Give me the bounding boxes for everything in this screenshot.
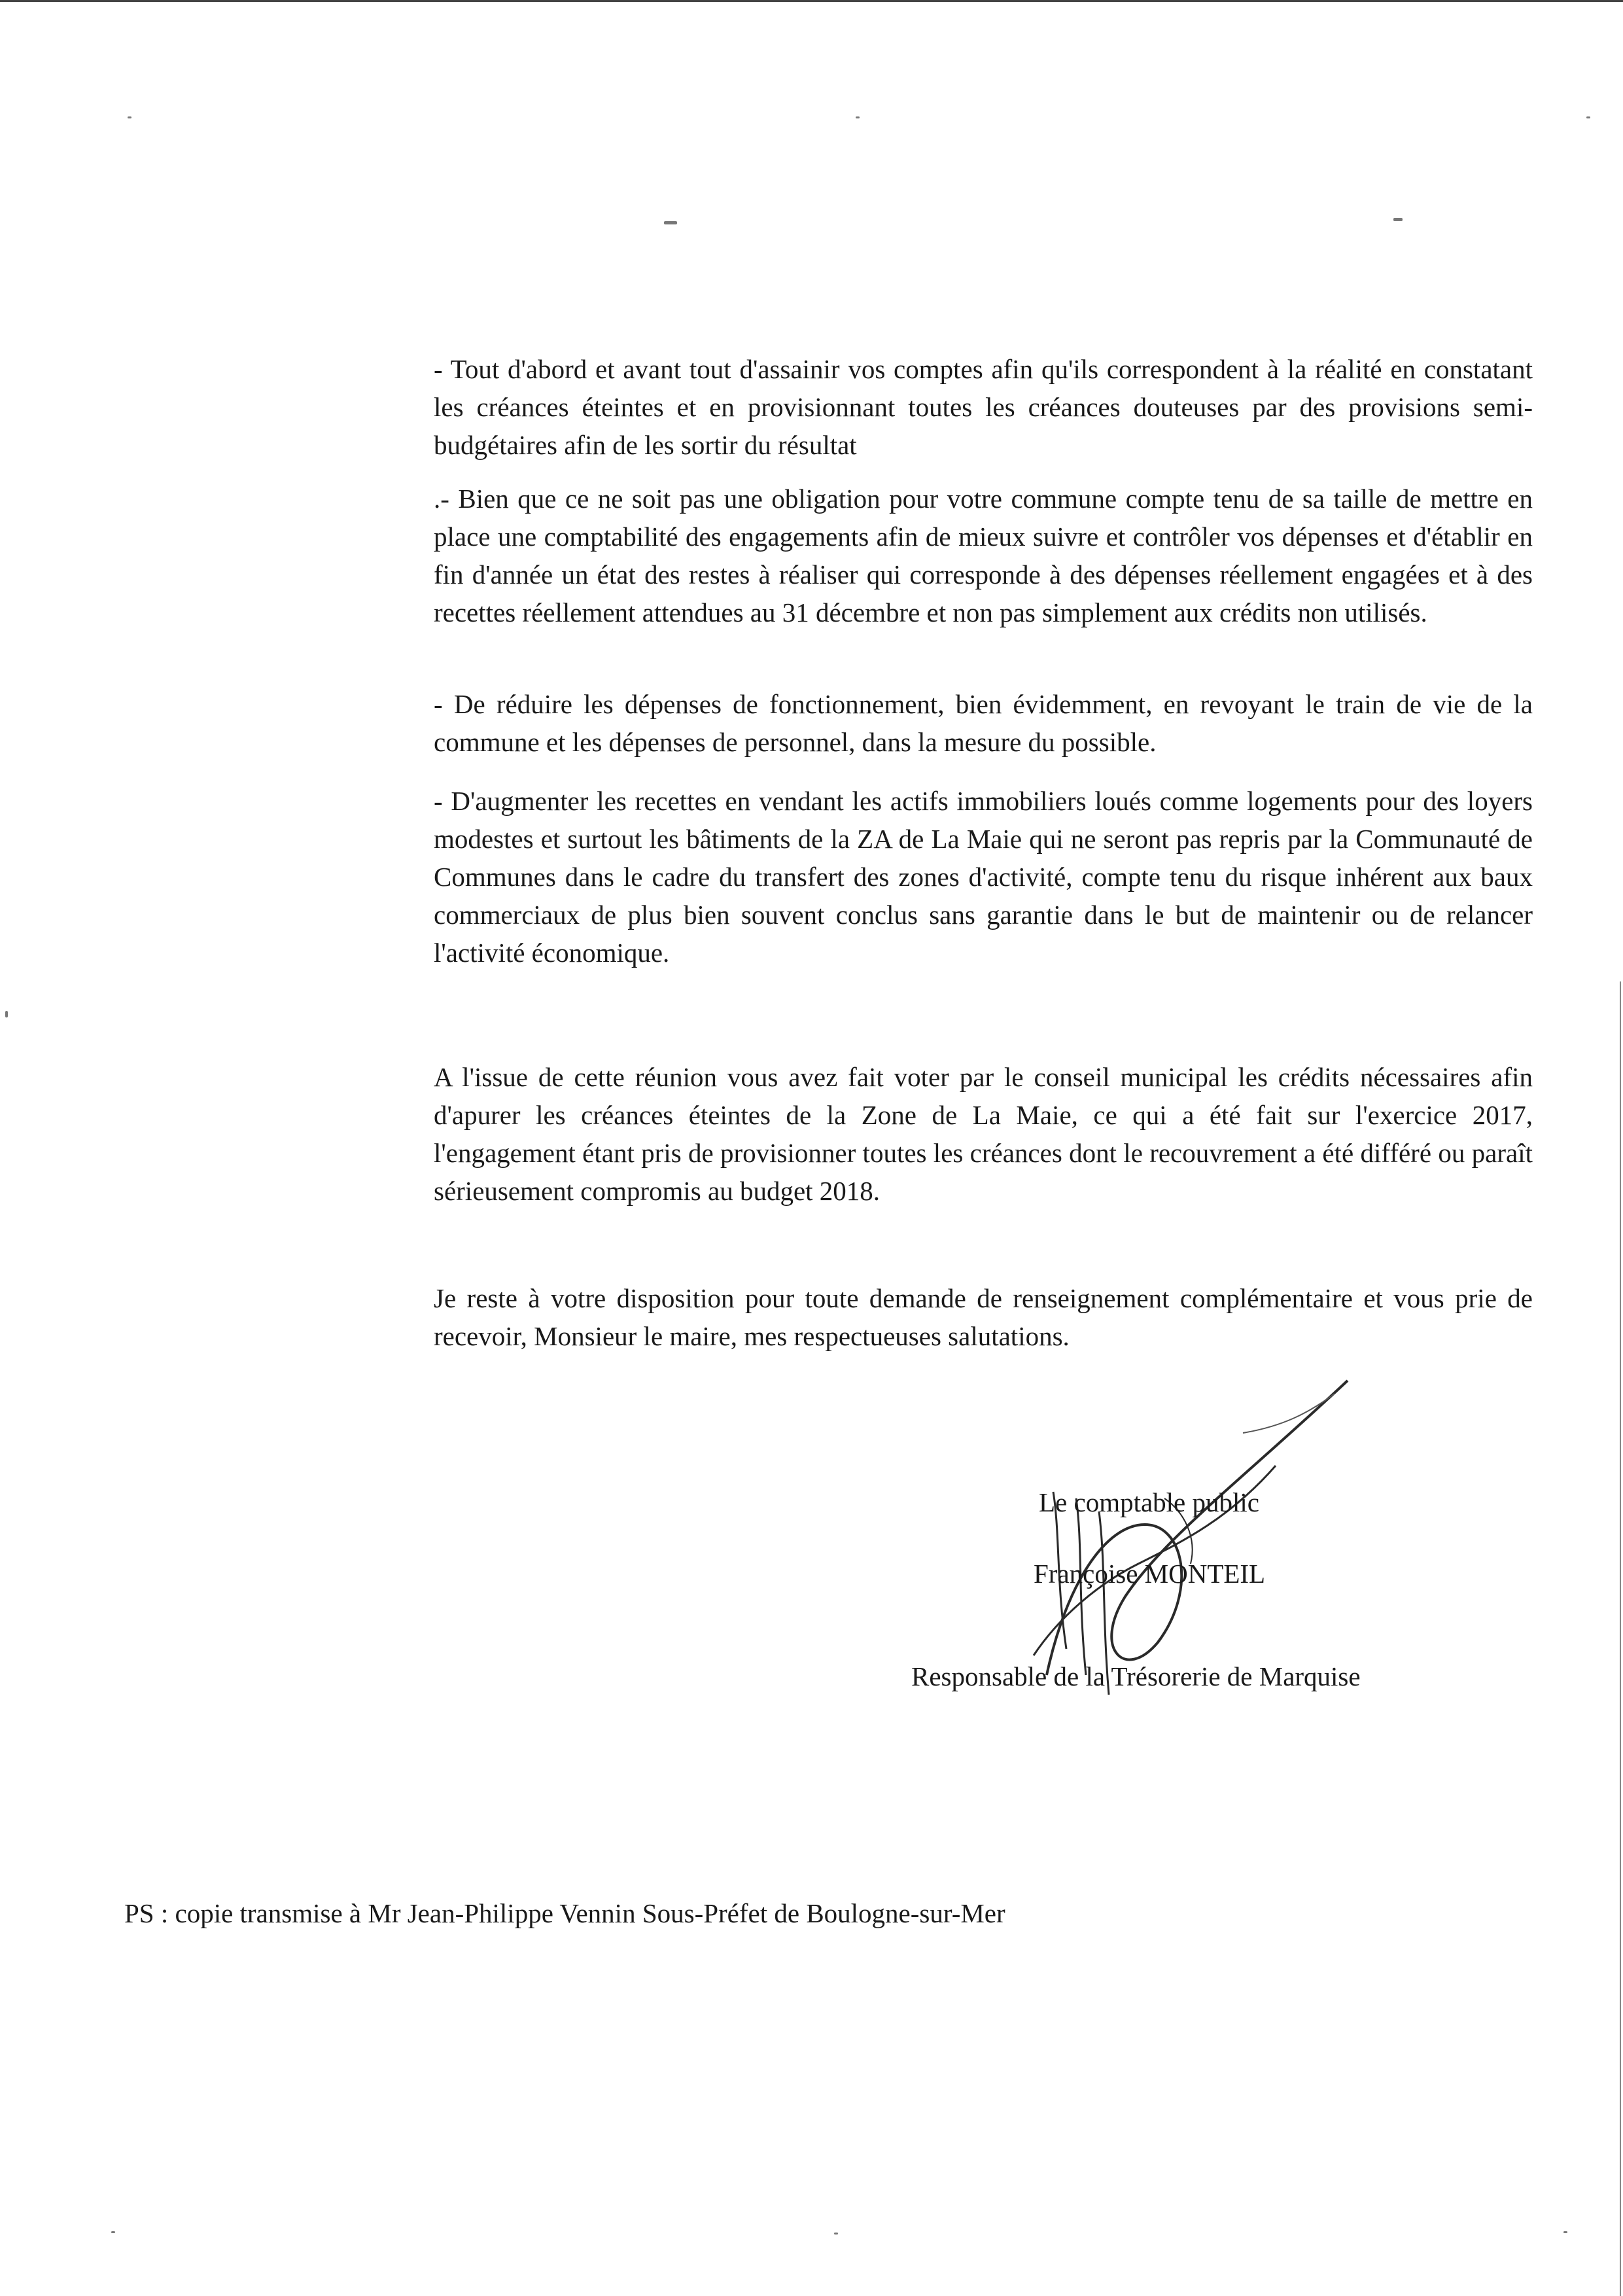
scan-top-edge [0, 0, 1623, 2]
scan-speck [1393, 218, 1403, 221]
paragraph-reduire-depenses: - De réduire les dépenses de fonctionnement, bien évidemment, en revoyant le train de vie de la commune et les dépenses de personnel, dans la mesure du possible. [434, 689, 1533, 757]
scan-speck [834, 2233, 838, 2234]
scan-speck [111, 2231, 115, 2233]
scan-speck [128, 116, 131, 118]
scan-speck [1563, 2231, 1567, 2233]
scan-speck [1586, 116, 1590, 118]
paragraph-issue-reunion: A l'issue de cette réunion vous avez fait voter par le conseil municipal les crédits nécessaires afin d'apurer les créances éteintes de la Zone de La Maie, ce qui a été fait sur l'exercice 2017, l'engagement étant pris de provisionner toutes les créances dont le recouvrement a été différé ou paraît sérieusement compromis au budget 2018. [434, 1062, 1533, 1206]
signature-name: Françoise MONTEIL [1034, 1559, 1266, 1589]
scan-speck [664, 221, 677, 224]
handwritten-signature [968, 1368, 1361, 1708]
scan-speck [5, 1011, 8, 1017]
signature-role: Le comptable public [1039, 1487, 1259, 1517]
paragraph-comptabilite-engagements: .- Bien que ce ne soit pas une obligation pour votre commune compte tenu de sa taille de mettre en place une comptabilité des engagements afin de mieux suivre et contrôler vos dépenses et d'établir en fin d'année un état des restes à réaliser qui corresponde à des dépenses réellement engagées et à des recettes réellement attendues au 31 décembre et non pas simplement aux crédits non utilisés. [434, 484, 1533, 627]
paragraph-assainir-comptes: - Tout d'abord et avant tout d'assainir vos comptes afin qu'ils correspondent à la réalité en constatant les créances éteintes et en provisionnant toutes les créances douteuses par des provisions semi- budgétaires afin de les sortir du résultat [434, 354, 1533, 460]
scan-right-edge [1620, 981, 1621, 2296]
signature-office: Responsable de la Trésorerie de Marquise [911, 1661, 1361, 1691]
paragraph-augmenter-recettes: - D'augmenter les recettes en vendant les actifs immobiliers loués comme logements pour des loyers modestes et surtout les bâtiments de la ZA de La Maie qui ne seront pas repris par la Communauté de Communes dans le cadre du transfert des zones d'activité, compte tenu du risque inhérent aux baux commerciaux de plus bien souvent conclus sans garantie dans le but de maintenir ou de relancer l'activité économique. [434, 786, 1533, 968]
scan-speck [856, 116, 860, 118]
postscript: PS : copie transmise à Mr Jean-Philippe Vennin Sous-Préfet de Boulogne-sur-Mer [124, 1898, 1005, 1928]
paragraph-salutations: Je reste à votre disposition pour toute demande de renseignement complémentaire et vous prie de recevoir, Monsieur le maire, mes respectueuses salutations. [434, 1283, 1533, 1351]
